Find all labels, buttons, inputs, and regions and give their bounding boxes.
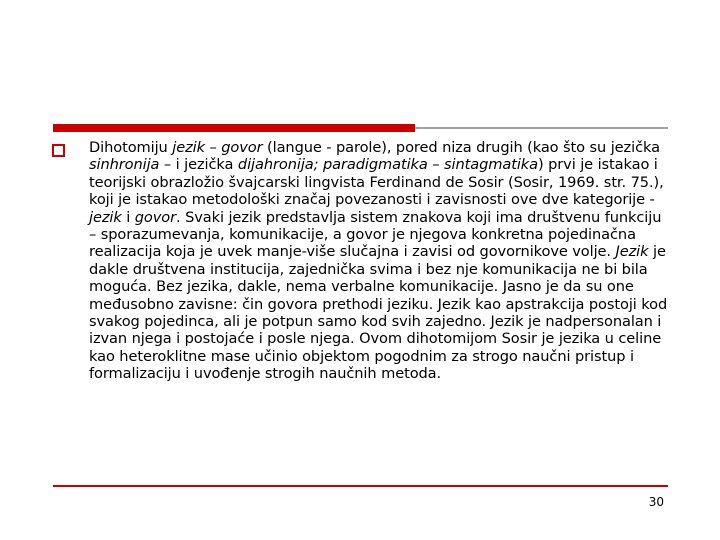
text-run: i	[121, 208, 135, 226]
bottom-divider-line	[53, 485, 668, 487]
italic-term: sinhronija	[89, 156, 160, 174]
square-bullet-icon	[52, 144, 65, 157]
body-paragraph	[89, 139, 669, 383]
text-run: (langue - parole), pored niza drugih (kao što su jezička	[262, 139, 660, 156]
italic-term: jezik – govor	[172, 139, 263, 156]
top-accent-bar	[53, 124, 415, 132]
text-run: . Svaki jezik predstavlja sistem znakova koji ima društvenu funkciju – sporazumevanja, komunikacije, a govor je njegova konkretna pojedinačna realizacija koja je uvek manje-više slučajna i zavisi od govornikove volje.	[89, 208, 662, 261]
italic-term: govor	[134, 208, 177, 226]
text-run: je dakle društvena institucija, zajednička svima i bez nje komunikacija ne bi bila moguća. Bez jezika, dakle, nema verbalne komunikacije. Jasno je da su one međusobno zavisne: čin govora prethodi jeziku. Jezik kao apstrakcija postoji kod svakog pojedinca, ali je potpun samo kod svih zajedno. Jezik je nadpersonalan i izvan njega i postojaće i posle njega. Ovom dihotomijom Sosir je jezika u celine kao heteroklitne mase učinio objektom pogodnim za strogo naučni pristup i formalizaciju i uvođenje strogih naučnih metoda.	[89, 243, 668, 383]
top-divider-line	[415, 127, 668, 129]
text-run: ) prvi je istakao i teorijski obrazložio švajcarski lingvista Ferdinand de Sosir (Sosir, 1969. str. 75.), koji je istakao metodološki značaj povezanosti i zavisnosti ove dve kategorije -	[89, 156, 664, 209]
text-run: – i jezička	[159, 156, 238, 174]
text-run: Dihotomiju	[89, 139, 173, 156]
italic-term: dijahronija; paradigmatika – sintagmatika	[237, 156, 538, 174]
page-number: 30	[648, 495, 664, 509]
italic-term: Jezik	[615, 243, 649, 261]
italic-term: jezik	[89, 208, 122, 226]
